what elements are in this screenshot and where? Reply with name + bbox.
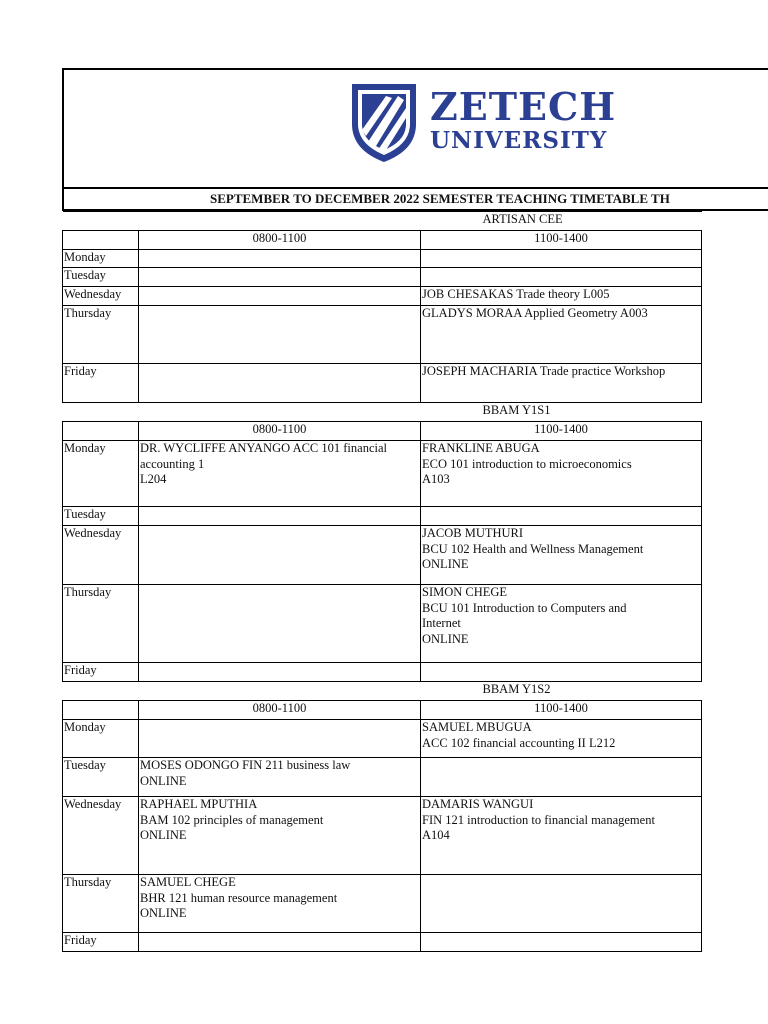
day-row — [63, 287, 702, 306]
class-entry-line: ONLINE — [140, 773, 187, 788]
time-slot-header-row — [63, 231, 702, 250]
class-entry-line: MOSES ODONGO FIN 211 business law — [140, 758, 351, 772]
class-entry-line: A103 — [422, 472, 450, 486]
class-entry-line: ONLINE — [140, 828, 187, 842]
class-entry-line: BCU 102 Health and Wellness Management — [422, 541, 644, 556]
day-label: Wednesday — [63, 797, 139, 875]
day-label: Friday — [63, 933, 139, 952]
class-cell — [139, 758, 421, 797]
class-cell — [421, 758, 702, 797]
class-entry-line: DAMARIS WANGUI — [422, 797, 534, 811]
section-title: BBAM Y1S2 — [63, 682, 702, 701]
class-cell — [139, 287, 421, 306]
day-row — [63, 250, 702, 268]
header-day-cell — [63, 701, 139, 720]
day-row — [63, 441, 702, 507]
class-entry-line: ONLINE — [140, 906, 187, 920]
time-slot-header: 0800-1100 — [139, 701, 421, 720]
class-cell — [421, 933, 702, 952]
class-cell — [139, 797, 421, 875]
class-cell — [139, 663, 421, 682]
logo-line-1: ZETECH — [430, 84, 617, 129]
header-logo-area — [62, 68, 768, 187]
day-row — [63, 720, 702, 758]
class-cell — [421, 585, 702, 663]
day-label: Monday — [63, 250, 139, 268]
class-entry-line: A104 — [422, 828, 450, 842]
logo-line-2: UNIVERSITY — [430, 127, 608, 154]
class-entry-line: SAMUEL CHEGE — [140, 875, 236, 889]
time-slot-header: 0800-1100 — [139, 231, 421, 250]
day-row — [63, 663, 702, 682]
class-entry-line: GLADYS MORAA Applied Geometry A003 — [422, 306, 648, 320]
day-row — [63, 268, 702, 287]
day-label: Wednesday — [63, 287, 139, 306]
day-row — [63, 797, 702, 875]
class-entry-line: FIN 121 introduction to financial management — [422, 812, 655, 827]
class-cell — [139, 306, 421, 364]
class-entry-line: accounting 1 — [140, 456, 205, 471]
timetable-sheet — [62, 68, 768, 952]
class-cell — [139, 585, 421, 663]
class-cell — [139, 441, 421, 507]
class-entry-line: BCU 101 Introduction to Computers and — [422, 600, 627, 615]
class-cell — [139, 526, 421, 585]
day-label: Tuesday — [63, 507, 139, 526]
class-entry-line: ONLINE — [422, 557, 469, 571]
time-slot-header-row — [63, 701, 702, 720]
class-cell — [421, 441, 702, 507]
class-entry-line: L204 — [140, 472, 167, 486]
section-title-row — [63, 403, 702, 422]
class-cell — [421, 875, 702, 933]
class-cell — [421, 507, 702, 526]
class-entry-line: SAMUEL MBUGUA — [422, 720, 532, 734]
day-row — [63, 933, 702, 952]
class-entry-line: SIMON CHEGE — [422, 585, 508, 599]
class-cell — [421, 306, 702, 364]
day-row — [63, 758, 702, 797]
timetable-table — [62, 211, 702, 952]
class-cell — [421, 287, 702, 306]
time-slot-header: 1100-1400 — [421, 422, 702, 441]
day-row — [63, 507, 702, 526]
class-entry-line: ECO 101 introduction to microeconomics — [422, 456, 632, 471]
class-cell — [421, 250, 702, 268]
section-title-row — [63, 682, 702, 701]
class-entry-line: BHR 121 human resource management — [140, 890, 338, 905]
time-slot-header: 1100-1400 — [421, 231, 702, 250]
day-label: Tuesday — [63, 758, 139, 797]
class-entry-line: JACOB MUTHURI — [422, 526, 524, 540]
day-label: Thursday — [63, 585, 139, 663]
day-row — [63, 526, 702, 585]
class-cell — [139, 720, 421, 758]
class-cell — [139, 250, 421, 268]
day-label: Friday — [63, 663, 139, 682]
class-cell — [421, 526, 702, 585]
day-row — [63, 306, 702, 364]
class-cell — [139, 364, 421, 403]
class-entry-line: JOSEPH MACHARIA Trade practice Workshop — [422, 364, 666, 378]
section-title-row — [63, 212, 702, 231]
class-entry-line: ACC 102 financial accounting II L212 — [422, 735, 616, 750]
class-entry-line: FRANKLINE ABUGA — [422, 441, 540, 455]
day-label: Tuesday — [63, 268, 139, 287]
class-cell — [139, 507, 421, 526]
day-label: Thursday — [63, 306, 139, 364]
class-cell — [139, 875, 421, 933]
day-label: Wednesday — [63, 526, 139, 585]
day-row — [63, 364, 702, 403]
day-label: Friday — [63, 364, 139, 403]
class-cell — [421, 364, 702, 403]
day-row — [63, 875, 702, 933]
class-entry-line: RAPHAEL MPUTHIA — [140, 797, 258, 811]
class-cell — [421, 720, 702, 758]
day-label: Thursday — [63, 875, 139, 933]
time-slot-header: 1100-1400 — [421, 701, 702, 720]
day-row — [63, 585, 702, 663]
class-entry-line: JOB CHESAKAS Trade theory L005 — [422, 287, 610, 301]
class-entry-line: Internet — [422, 616, 461, 630]
class-cell — [421, 663, 702, 682]
shield-icon — [348, 78, 420, 164]
class-cell — [421, 797, 702, 875]
class-entry-line: BAM 102 principles of management — [140, 812, 324, 827]
day-label: Monday — [63, 720, 139, 758]
time-slot-header-row — [63, 422, 702, 441]
class-entry-line: ONLINE — [422, 631, 469, 646]
university-logo — [348, 78, 616, 164]
section-title: ARTISAN CEE — [63, 212, 702, 231]
day-label: Monday — [63, 441, 139, 507]
class-cell — [421, 268, 702, 287]
section-title: BBAM Y1S1 — [63, 403, 702, 422]
time-slot-header: 0800-1100 — [139, 422, 421, 441]
timetable-banner — [62, 187, 768, 211]
class-cell — [139, 268, 421, 287]
class-entry-line: DR. WYCLIFFE ANYANGO ACC 101 financial — [140, 441, 387, 455]
banner-title: SEPTEMBER TO DECEMBER 2022 SEMESTER TEACHING TIMETABLE TH — [210, 191, 670, 206]
header-day-cell — [63, 422, 139, 441]
header-day-cell — [63, 231, 139, 250]
class-cell — [139, 933, 421, 952]
